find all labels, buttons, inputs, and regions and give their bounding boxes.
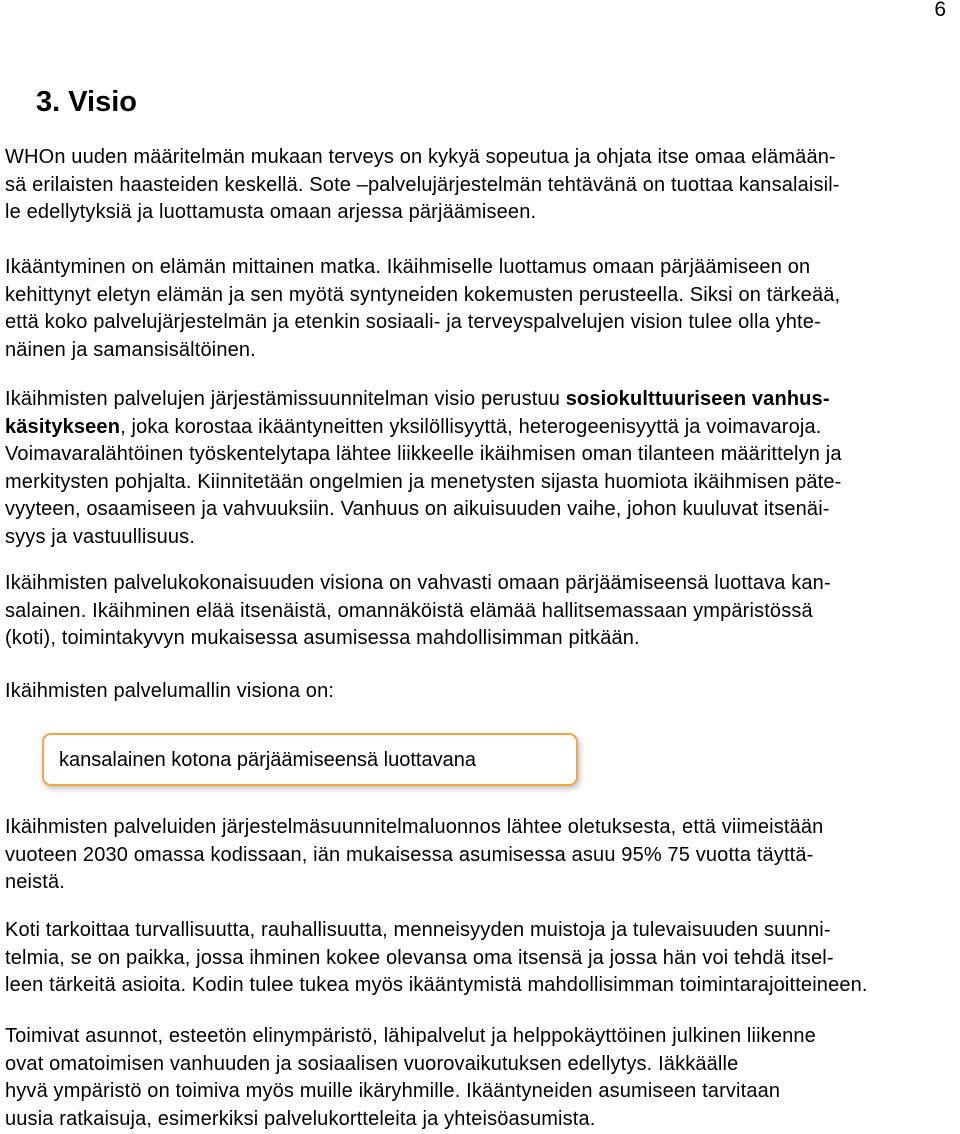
text-line: leen tärkeitä asioita. Kodin tulee tukea myös ikääntymistä mahdollisimman toimintarajoitteineen. — [5, 974, 868, 996]
text-line: Ikääntyminen on elämän mittainen matka. Ikäihmiselle luottamus omaan pärjäämiseen on — [5, 256, 811, 278]
paragraph-2030-goal — [5, 814, 955, 897]
text-line: telmia, se on paikka, jossa ihminen kokee olevansa oma itsensä ja jossa hän voi tehdä itsel- — [5, 946, 834, 969]
text-bold: sosiokulttuuriseen vanhus- — [565, 388, 830, 410]
text-bold: käsitykseen — [5, 415, 121, 438]
text-line: Ikäihmisten palveluiden järjestelmäsuunnitelmaluonnos lähtee oletuksesta, että viimeistään — [5, 816, 824, 838]
vision-statement-text: kansalainen kotona pärjäämiseensä luottavana — [59, 749, 476, 771]
section-heading: 3. Visio — [36, 86, 138, 118]
paragraph-ageing-journey — [5, 254, 955, 364]
text-line: Koti tarkoittaa turvallisuutta, rauhallisuutta, menneisyyden muistoja ja tulevaisuuden suunni- — [5, 919, 831, 941]
text-line: näinen ja samansisältöinen. — [5, 338, 256, 361]
text-line: neistä. — [5, 871, 65, 893]
text-plain: , joka korostaa ikääntyneitten yksilöllisyyttä, heterogeenisyyttä ja voimavaroja. — [120, 415, 822, 438]
text-line: vuoteen 2030 omassa kodissaan, iän mukaisessa asumisessa asuu 95% 75 vuotta täyttä- — [5, 843, 814, 866]
text-line: Toimivat asunnot, esteetön elinympäristö, lähipalvelut ja helppokäyttöinen julkinen liikenne — [5, 1025, 816, 1047]
paragraph-who-definition — [5, 144, 955, 227]
text-line: Voimavaralähtöinen työskentelytapa lähtee liikkeelle ikäihmisen oman tilanteen määrittelyn ja — [5, 443, 842, 465]
text-line: sä erilaisten haasteiden keskellä. Sote –palvelujärjestelmän tehtävänä on tuottaa kansalaisil- — [5, 173, 840, 196]
text-line: salainen. Ikäihminen elää itsenäistä, omannäköistä elämää hallitsemassaan ympäristössä — [5, 599, 813, 622]
vision-statement-box — [42, 733, 578, 786]
text-line — [5, 386, 955, 414]
paragraph-sociocultural-view — [5, 386, 955, 551]
paragraph-model-vision-intro — [5, 678, 955, 706]
text-line: (koti), toimintakyvyn mukaisessa asumisessa mahdollisimman pitkään. — [5, 627, 640, 649]
text-line: merkitysten pohjalta. Kiinnitetään ongelmien ja menetysten sijasta huomiota ikäihmisen päte- — [5, 470, 842, 493]
text-line — [5, 414, 955, 442]
text-line: että koko palvelujärjestelmän ja etenkin sosiaali- ja terveyspalvelujen vision tulee olla yhte- — [5, 311, 821, 333]
text-line: WHOn uuden määritelmän mukaan terveys on kykyä sopeutua ja ohjata itse omaa elämään- — [5, 146, 836, 168]
text-plain: Ikäihmisten palvelujen järjestämissuunnitelman visio perustuu — [5, 388, 566, 410]
page-number: 6 — [934, 0, 946, 21]
text-line: hyvä ympäristö on toimiva myös muille ikäryhmille. Ikääntyneiden asumiseen tarvitaan — [5, 1080, 781, 1102]
paragraph-home-meaning — [5, 917, 955, 1000]
text-line: vyyteen, osaamiseen ja vahvuuksiin. Vanhuus on aikuisuuden vaihe, johon kuuluvat itsenäi- — [5, 498, 830, 520]
text-line: ovat omatoimisen vanhuuden ja sosiaalisen vuorovaikutuksen edellytys. Iäkkäälle — [5, 1052, 739, 1075]
text-line: le edellytyksiä ja luottamusta omaan arjessa pärjäämiseen. — [5, 201, 537, 223]
paragraph-service-vision — [5, 570, 955, 653]
text-line: uusia ratkaisuja, esimerkiksi palvelukortteleita ja yhteisöasumista. — [5, 1107, 596, 1130]
text-line: Ikäihmisten palvelumallin visiona on: — [5, 680, 335, 702]
text-line: syys ja vastuullisuus. — [5, 525, 196, 548]
text-line: kehittynyt eletyn elämän ja sen myötä syntyneiden kokemusten perusteella. Siksi on tärkeää, — [5, 283, 841, 306]
text-line: Ikäihmisten palvelukokonaisuuden visiona on vahvasti omaan pärjäämiseensä luottava kan- — [5, 572, 831, 594]
paragraph-living-environment — [5, 1023, 955, 1133]
